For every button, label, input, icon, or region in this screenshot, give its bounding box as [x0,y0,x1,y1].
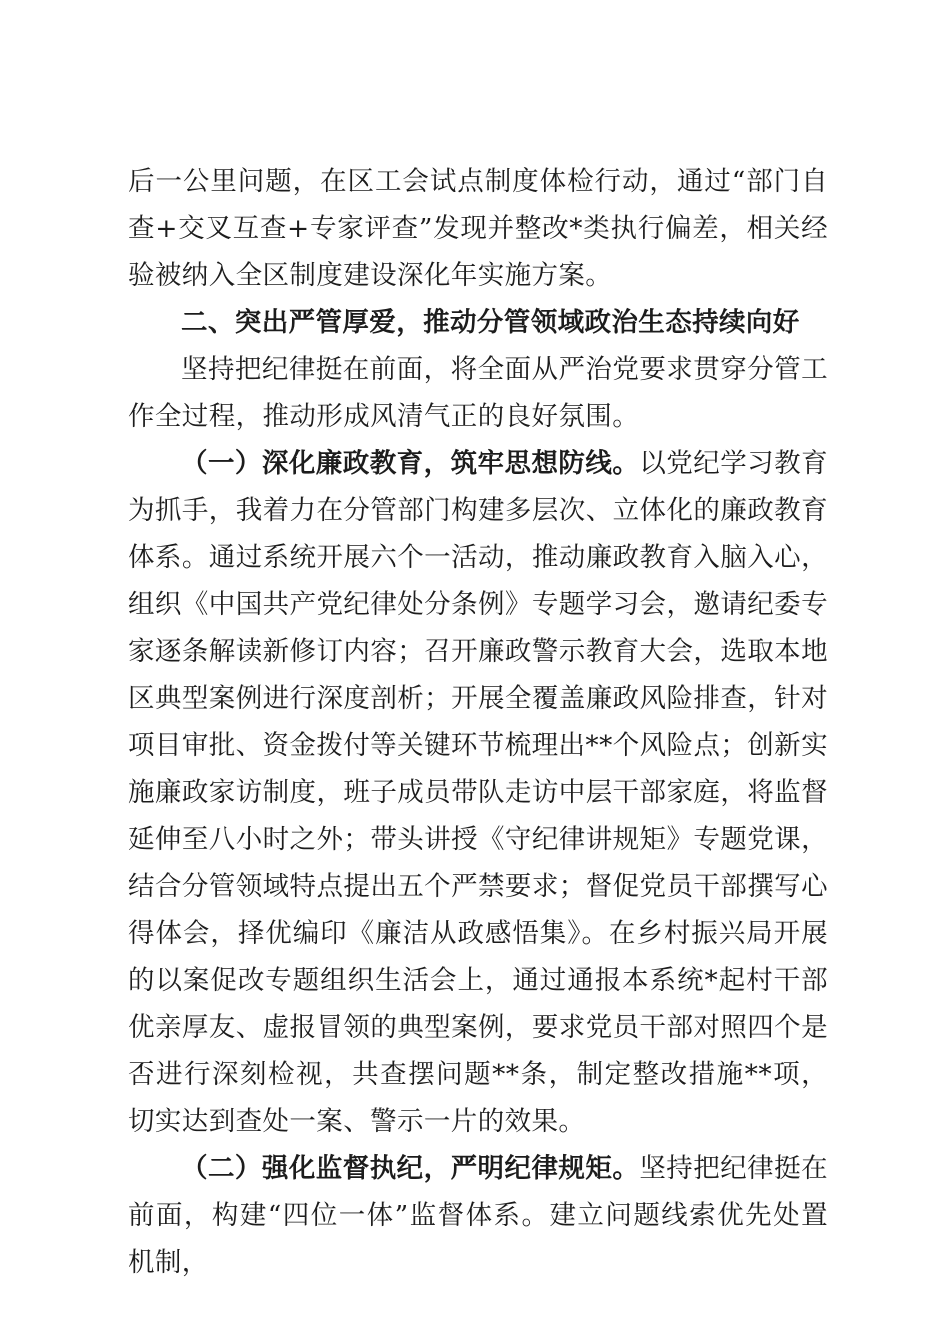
document-body [128,158,828,1286]
paragraph-text: 坚持把纪律挺在前面，将全面从严治党要求贯穿分管工作全过程，推动形成风清气正的良好氛围。 [128,354,828,432]
subsection-paragraph-2 [128,1145,828,1286]
section-heading-text: 二、突出严管厚爱，推动分管领域政治生态持续向好 [181,307,800,338]
section-heading [128,299,828,346]
paragraph-text: 以党纪学习教育为抓手，我着力在分管部门构建多层次、立体化的廉政教育体系。通过系统开展六个一活动，推动廉政教育入脑入心，组织《中国共产党纪律处分条例》专题学习会，邀请纪委专家逐条解读新修订内容；召开廉政警示教育大会，选取本地区典型案例进行深度剖析；开展全覆盖廉政风险排查，针对项目审批、资金拨付等关键环节梳理出**个风险点；创新实施廉政家访制度，班子成员带队走访中层干部家庭，将监督延伸至八小时之外；带头讲授《守纪律讲规矩》专题党课，结合分管领域特点提出五个严禁要求；督促党员干部撰写心得体会，择优编印《廉洁从政感悟集》。在乡村振兴局开展的以案促改专题组织生活会上，通过通报本系统*起村干部优亲厚友、虚报冒领的典型案例，要求党员干部对照四个是否进行深刻检视，共查摆问题**条，制定整改措施**项，切实达到查处一案、警示一片的效果。 [128,448,828,1137]
paragraph-text: 后一公里问题，在区工会试点制度体检行动，通过“部门自查+交叉互查+专家评查”发现并整改*类执行偏差，相关经验被纳入全区制度建设深化年实施方案。 [128,166,828,291]
paragraph-text: 坚持把纪律挺在前面，构建“四位一体”监督体系。建立问题线索优先处置机制， [128,1153,828,1278]
subsection-lead: （一）深化廉政教育，筑牢思想防线。 [181,448,640,479]
subsection-paragraph-1 [128,440,828,1145]
subsection-lead: （二）强化监督执纪，严明纪律规矩。 [181,1153,640,1184]
continuation-paragraph [128,158,828,299]
body-paragraph [128,346,828,440]
